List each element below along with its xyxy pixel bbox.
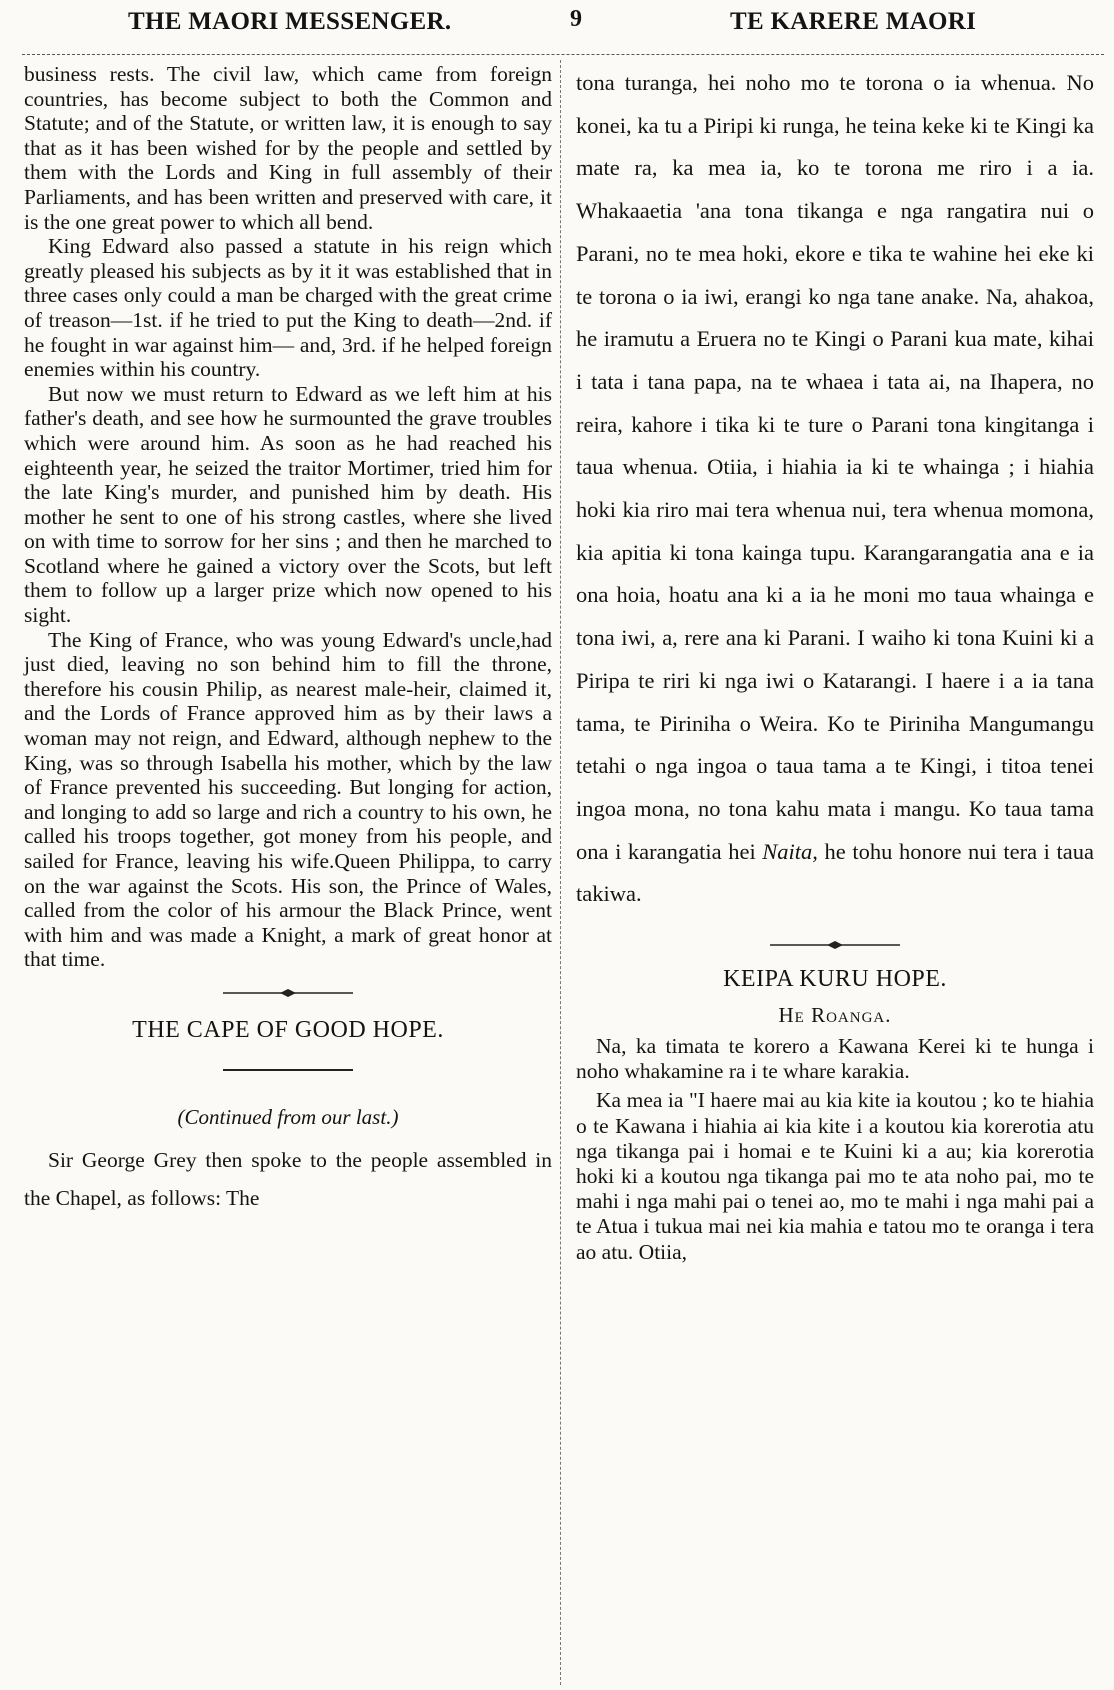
section-ornament <box>770 938 900 952</box>
keipa-section-title: KEIPA KURU HOPE. <box>723 966 947 993</box>
masthead <box>0 0 1114 48</box>
maori-text: he tohu honore nui tera i taua takiwa. <box>576 838 1094 907</box>
maori-paragraph <box>576 62 1094 916</box>
masthead-english-title: THE MAORI MESSENGER. <box>128 8 452 35</box>
maori-paragraph: Na, ka timata te korero a Kawana Kerei ki te hunga i noho whakamine ra i te whare karakia. <box>576 1034 1094 1084</box>
english-column <box>24 62 552 1217</box>
maori-text: tona turanga, hei noho mo te torona o ia whenua. No konei, ka tu a Piripi ki runga, he teina keke ki te Kingi ka mate ra, ka mea ia, ko te torona me riro i a ia. Whakaaetia 'ana tona tikanga e nga rangatira nui o Parani, no te mea hoki, ekore e tika te wahine hei eke ki te torona o ia iwi, erangi ko nga tane anake. Na, ahakoa, he iramutu a Eruera no te Kingi o Parani kua mate, kihai i tata i tana papa, na te whaea i tata ai, na Ihapera, no reira, kahore i tika ki te ture o Parani tona kingitanga i taua whenua. Otiia, i hiahia ia ki te whainga ; i hiahia hoki kia riro mai tera whenua nui, tera whenua momona, kia apitia ki tona kainga tupu. Karangarangatia ana e ia ona hoia, hoatu ana ki a ia he moni mo taua whainga e tona iwi, a, rere ana ki Parani. I waiho ki tona Kuini ki a Piripa te riri ki nga iwi o Katarangi. I haere i a ia tana tama, te Piriniha o Weira. Ko te Piriniha Mangumangu tetahi o nga ingoa o taua tama a te Kingi, i titoa tenei ingoa mona, no tona kahu mata i mangu. Ko taua tama ona i karangatia hei <box>576 70 1094 864</box>
header-rule <box>22 54 1104 55</box>
keipa-subtitle: He Roanga. <box>778 1003 892 1028</box>
maori-paragraph: Ka mea ia "I haere mai au kia kite ia koutou ; ko te hiahia o te Kawana i hiahia ai kia kite i a koutou kia korerotia atu nga tikanga pai i homai e te Kuini ki a au; kia korerotia hoki ki a koutou nga tikanga pai mo te ata noho pai, mo te mahi i nga mahi pai o tenei ao, mo te mahi i nga mahi pai a te Atua i tukua mai nei kia mahia e tatou mo te oranga i tera ao atu. Otiia, <box>576 1088 1094 1264</box>
masthead-maori-title: TE KARERE MAORI <box>730 8 977 35</box>
section-ornament <box>223 986 353 1000</box>
english-paragraph: But now we must return to Edward as we left him at his father's death, and see how he surmounted the grave troubles which were around him. As soon as he had reached his eighteenth year, he seized the traitor Mortimer, tried him for the late King's murder, and punished him by death. His mother he sent to one of his strong castles, where she lived on with time to sorrow for her sins ; and then he marched to Scotland where he gained a victory over the Scots, but left them to follow up a larger prize which now opened to his sight. <box>24 381 552 628</box>
english-paragraph: business rests. The civil law, which came from foreign countries, has become subject to both the Common and Statute; and of the Statute, or written law, it is enough to say that as it has been wished for by the people and settled by them with the Lords and King in full assembly of their Parliaments, and has been written and preserved with care, it is the one great power to which all bend. <box>24 62 552 234</box>
page-number: 9 <box>570 6 583 32</box>
continued-note: (Continued from our last.) <box>177 1104 399 1129</box>
cape-paragraph: Sir George Grey then spoke to the people assembled in the Chapel, as follows: The <box>24 1148 552 1211</box>
english-paragraph: The King of France, who was young Edward's uncle,had just died, leaving no son behind him to fill the throne, therefore his cousin Philip, as nearest male-heir, claimed it, and the Lords of France approved him as by their laws a woman may not reign, and Edward, although nephew to the King, was so through Isabella his mother, which by the law of France prevented his succeeding. But longing for action, and longing to add so large and rich a country to his own, he called his troops together, got money from his people, and sailed for France, leaving his wife.Queen Philippa, to carry on the war against the Scots. His son, the Prince of Wales, called from the color of his armour the Black Prince, went with him and was made a Knight, a mark of great honor at that time. <box>24 627 552 972</box>
section-rule <box>223 1069 353 1071</box>
maori-column <box>576 62 1094 1265</box>
column-divider <box>560 60 561 1685</box>
naita-word: Naita, <box>762 838 818 864</box>
english-paragraph: King Edward also passed a statute in his reign which greatly pleased his subjects as by it it was established that in three cases only could a man be charged with the great crime of treason—1st. if he tried to put the King to death—2nd. if he fought in war against him— and, 3rd. if he helped foreign enemies within his country. <box>24 234 552 382</box>
cape-section-title: THE CAPE OF GOOD HOPE. <box>132 1016 444 1043</box>
